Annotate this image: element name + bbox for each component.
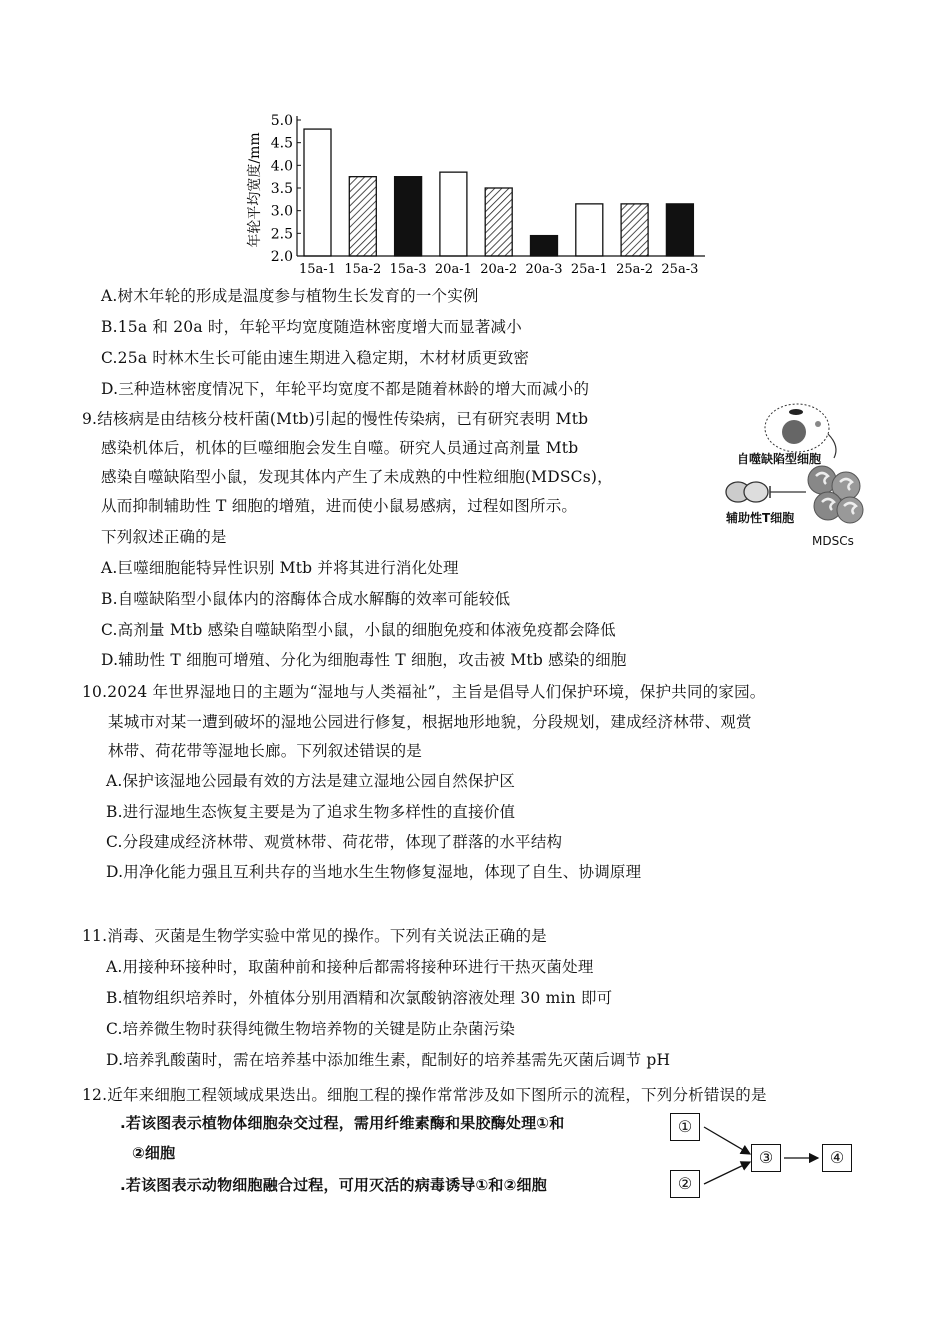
q10-option-b: B.进行湿地生态恢复主要是为了追求生物多样性的直接价值 [106,803,516,821]
q11-option-c: C.培养微生物时获得纯微生物培养物的关键是防止杂菌污染 [106,1020,516,1038]
q10-stem-line-3: 林带、荷花带等湿地长廊。下列叙述错误的是 [108,742,423,760]
bar-15a-3 [395,177,422,256]
q10-option-c: C.分段建成经济林带、观赏林带、荷花带，体现了群落的水平结构 [106,833,563,851]
y-tick-label: 2.0 [270,249,293,265]
x-tick-label: 25a-3 [661,262,699,277]
q9-stem-line-5: 下列叙述正确的是 [101,528,227,546]
q9-option-d: D.辅助性 T 细胞可增殖、分化为细胞毒性 T 细胞，攻击被 Mtb 感染的细胞 [101,651,627,669]
flow-box-3: ③ [751,1144,781,1172]
ring-width-bar-chart [235,108,710,280]
bar-15a-2 [349,177,376,256]
q12-option-fragment-1: .若该图表示植物体细胞杂交过程，需用纤维素酶和果胶酶处理①和 [120,1114,565,1132]
q8-option-b: B.15a 和 20a 时，年轮平均宽度随造林密度增大而显著减小 [101,318,522,336]
x-tick-label: 20a-3 [525,262,563,277]
arrow-to-mdscs [828,434,836,458]
bar-20a-2 [485,188,512,256]
autophagy-cell-nucleus [782,420,806,444]
q9-stem-line-2: 感染机体后，机体的巨噬细胞会发生自噬。研究人员通过高剂量 Mtb [101,439,579,457]
x-tick-label: 15a-3 [389,262,427,277]
q12-stem: 12.近年来细胞工程领域成果迭出。细胞工程的操作常常涉及如下图所示的流程，下列分析错误的是 [82,1086,767,1104]
q12-option-fragment-3: .若该图表示动物细胞融合过程，可用灭活的病毒诱导①和②细胞 [120,1176,547,1194]
y-tick-label: 3.0 [270,203,293,220]
y-tick-label: 4.5 [270,135,293,152]
q9-stem-line-3: 感染自噬缺陷型小鼠，发现其体内产生了未成熟的中性粒细胞(MDSCs)， [101,468,613,486]
helper-t-cell [744,482,768,502]
y-tick-label: 5.0 [270,113,293,129]
flow-box-1: ① [670,1113,700,1141]
q9-option-a: A.巨噬细胞能特异性识别 Mtb 并将其进行消化处理 [101,559,459,577]
q11-option-b: B.植物组织培养时，外植体分别用酒精和次氯酸钠溶液处理 30 min 即可 [106,989,613,1007]
bar-20a-3 [531,236,558,256]
mtb-particle [789,409,803,415]
q8-option-a: A.树木年轮的形成是温度参与植物生长发育的一个实例 [101,287,479,305]
q12-option-fragment-2: ②细胞 [132,1144,176,1162]
y-tick-label: 3.5 [270,181,293,197]
bar-15a-1 [304,129,331,256]
q11-option-a: A.用接种环接种时，取菌种前和接种后都需将接种环进行干热灭菌处理 [106,958,594,976]
q10-option-a: A.保护该湿地公园最有效的方法是建立湿地公园自然保护区 [106,772,516,790]
x-tick-label: 20a-2 [480,262,518,277]
bar-25a-3 [666,204,693,256]
q10-option-d: D.用净化能力强且互利共存的当地水生生物修复湿地，体现了自生、协调原理 [106,863,642,881]
q10-stem-line-2: 某城市对某一遭到破坏的湿地公园进行修复，根据地形地貌，分段规划，建成经济林带、观赏 [108,713,752,731]
x-tick-label: 15a-2 [344,262,382,277]
x-tick-label: 25a-2 [616,262,654,277]
bar-25a-1 [576,204,603,256]
q10-stem-line-1: 10.2024 年世界湿地日的主题为“湿地与人类福祉”，主旨是倡导人们保护环境，保护共同的家园。 [82,683,766,701]
label-mdscs: MDSCs [812,534,854,548]
q8-option-d: D.三种造林密度情况下，年轮平均宽度不都是随着林龄的增大而减小的 [101,380,590,398]
y-tick-label: 4.0 [270,158,293,175]
q11-option-d: D.培养乳酸菌时，需在培养基中添加维生素，配制好的培养基需先灭菌后调节 pH [106,1051,671,1069]
mdsc-cell [837,497,863,523]
q9-option-c: C.高剂量 Mtb 感染自噬缺陷型小鼠，小鼠的细胞免疫和体液免疫都会降低 [101,621,616,639]
flow-box-4: ④ [822,1144,852,1172]
y-tick-label: 2.5 [270,226,293,243]
q9-stem-line-1: 9.结核病是由结核分枝杆菌(Mtb)引起的慢性传染病，已有研究表明 Mtb [82,410,589,428]
x-tick-label: 25a-1 [570,262,608,277]
q9-stem-line-4: 从而抑制辅助性 T 细胞的增殖，进而使小鼠易感病，过程如图所示。 [101,497,578,515]
x-tick-label: 20a-1 [434,262,472,277]
mdsc-cell [808,466,836,494]
bar-25a-2 [621,204,648,256]
chart-y-axis-label: 年轮平均宽度/mm [247,132,263,248]
flow-box-2: ② [670,1170,700,1198]
x-tick-label: 15a-1 [299,262,336,277]
bar-20a-1 [440,172,467,256]
label-helper-t-cell: 辅助性T细胞 [726,511,795,525]
label-autophagy-cell: 自噬缺陷型细胞 [737,452,822,466]
q11-stem: 11.消毒、灭菌是生物学实验中常见的操作。下列有关说法正确的是 [82,927,547,945]
q9-option-b: B.自噬缺陷型小鼠体内的溶酶体合成水解酶的效率可能较低 [101,590,511,608]
q8-option-c: C.25a 时林木生长可能由速生期进入稳定期，木材材质更致密 [101,349,530,367]
